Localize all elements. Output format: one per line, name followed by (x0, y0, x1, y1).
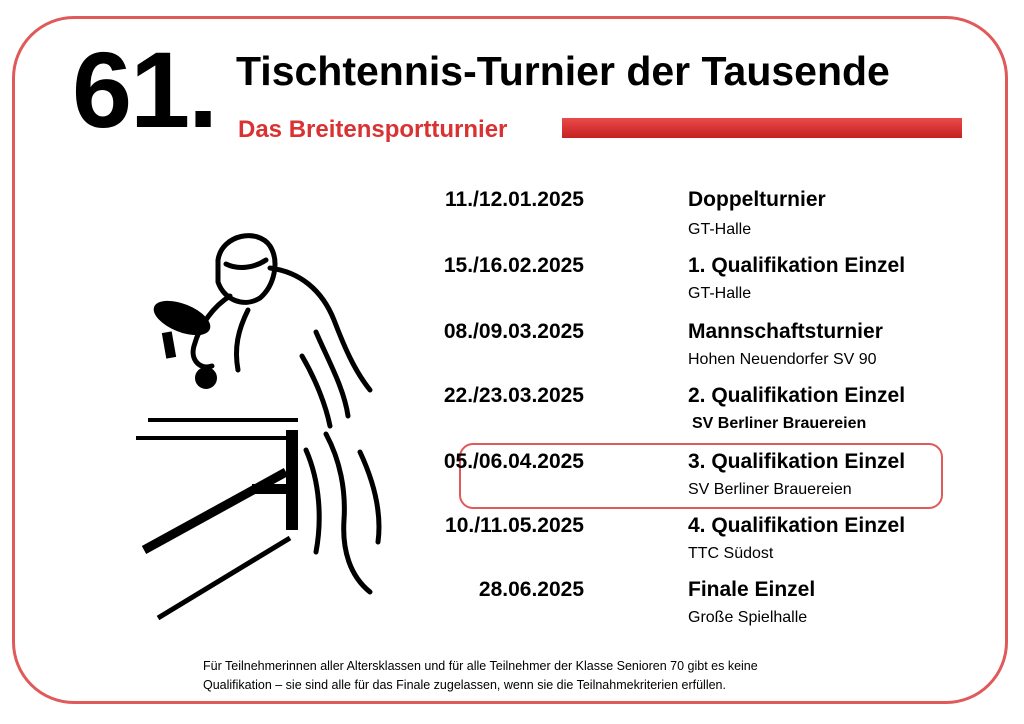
event-name: 1. Qualifikation Einzel (688, 254, 906, 277)
event-row (440, 320, 960, 384)
event-date: 28.06.2025 (478, 578, 584, 601)
event-date: 11./12.01.2025 (445, 188, 584, 211)
event-name: Doppelturnier (688, 188, 826, 211)
event-row (440, 578, 960, 642)
event-venue: Hohen Neuendorfer SV 90 (688, 351, 877, 368)
event-name: 3. Qualifikation Einzel (688, 450, 906, 473)
event-name: Mannschaftsturnier (688, 320, 883, 343)
event-venue: GT-Halle (688, 221, 752, 238)
event-venue: Große Spielhalle (688, 609, 808, 626)
event-date: 15./16.02.2025 (443, 254, 584, 277)
edition-number: 61. (72, 29, 217, 150)
footnote (203, 657, 843, 695)
poster-title: Tischtennis-Turnier der Tausende (236, 48, 890, 94)
event-date: 08./09.03.2025 (443, 320, 584, 343)
event-name: 2. Qualifikation Einzel (688, 384, 906, 407)
event-name: Finale Einzel (688, 578, 816, 601)
event-date: 05./06.04.2025 (443, 450, 584, 473)
event-row (440, 514, 960, 578)
footnote-line: Für Teilnehmerinnen aller Altersklassen und für alle Teilnehmer der Klasse Senioren 70 gibt es keine (203, 659, 758, 673)
table-tennis-player-icon (130, 220, 430, 620)
event-row-highlighted (440, 450, 960, 514)
event-venue: GT-Halle (688, 285, 752, 302)
footnote-line: Qualifikation – sie sind alle für das Finale zugelassen, wenn sie die Teilnahmekriterien erfüllen. (203, 678, 726, 692)
event-row (440, 188, 960, 252)
event-date: 10./11.05.2025 (445, 514, 584, 537)
event-row (440, 384, 960, 448)
accent-bar (562, 118, 962, 138)
event-venue: SV Berliner Brauereien (692, 415, 867, 432)
poster-subtitle: Das Breitensportturnier (238, 116, 508, 143)
event-row (440, 254, 960, 318)
event-name: 4. Qualifikation Einzel (688, 514, 906, 537)
event-date: 22./23.03.2025 (443, 384, 584, 407)
event-venue: SV Berliner Brauereien (688, 481, 852, 498)
event-venue: TTC Südost (688, 545, 774, 562)
